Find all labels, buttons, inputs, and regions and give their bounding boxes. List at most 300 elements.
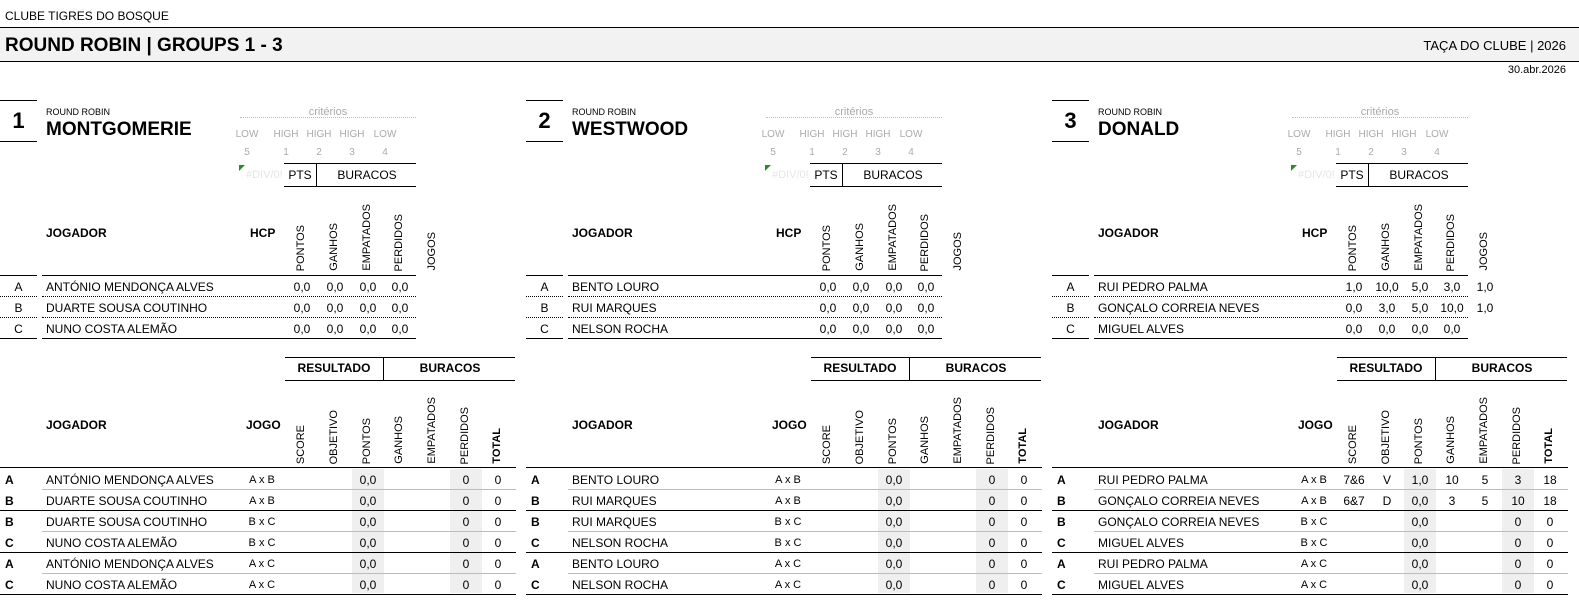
player-letter: B: [1057, 494, 1066, 508]
match-pontos: 0,0: [885, 578, 903, 592]
match-col-header: PONTOS: [361, 417, 373, 464]
player-letter: A: [5, 557, 14, 571]
match-total: 0: [1546, 557, 1554, 571]
criteria-order: 1: [1335, 147, 1341, 158]
match-perdidos: 0: [462, 557, 470, 571]
match-row: [1052, 469, 1568, 490]
standings-pontos: 0,0: [819, 280, 837, 294]
criteria-row: [761, 117, 942, 158]
match-total: 0: [1020, 473, 1028, 487]
match-row: [0, 469, 516, 490]
standings-col-header: GANHOS: [1380, 223, 1392, 271]
match-pontos: 0,0: [1411, 557, 1429, 571]
criteria-direction: LOW: [1287, 129, 1311, 140]
match-objetivo: V: [1382, 473, 1391, 487]
standings-empatados: 0,0: [359, 322, 377, 336]
hcp-header: HCP: [250, 226, 276, 240]
jogador-header: JOGADOR: [1098, 226, 1159, 240]
standings-col-header: EMPATADOS: [887, 204, 899, 271]
criteria-label: critérios: [834, 106, 874, 118]
group-number: 2: [526, 100, 563, 142]
standings-empatados: 5,0: [1411, 280, 1429, 294]
player-letter: B: [531, 515, 540, 529]
match-row: [1052, 553, 1568, 574]
match-row: [1052, 532, 1568, 553]
title-bar: [0, 27, 1579, 62]
criteria-direction: HIGH: [1358, 129, 1384, 140]
player-name: DUARTE SOUSA COUTINHO: [46, 515, 208, 529]
criteria-direction: LOW: [1425, 129, 1449, 140]
criteria-order: 3: [875, 147, 881, 158]
player-name: DUARTE SOUSA COUTINHO: [46, 494, 208, 508]
hcp-header: HCP: [776, 226, 802, 240]
standings-perdidos: 0,0: [917, 280, 935, 294]
match-empatados: 5: [1481, 473, 1489, 487]
error-value: #DIV/0!: [1298, 169, 1335, 181]
player-name: NUNO COSTA ALEMÃO: [46, 322, 178, 336]
criteria-order: 5: [770, 147, 776, 158]
match-row: [526, 553, 1042, 574]
criteria-direction: LOW: [899, 129, 923, 140]
match-pairing: A x C: [774, 558, 802, 570]
standings-row: [526, 276, 1046, 297]
player-name: ANTÓNIO MENDONÇA ALVES: [46, 557, 214, 571]
standings-perdidos: 10,0: [1440, 301, 1464, 315]
player-letter: A: [14, 280, 23, 294]
player-letter: B: [5, 494, 14, 508]
match-pairing: A x B: [249, 474, 275, 486]
criteria-label: critérios: [308, 106, 348, 118]
buracos-label: BURACOS: [1435, 358, 1568, 380]
match-total: 18: [1543, 494, 1557, 508]
standings-row: [526, 318, 1046, 339]
round-robin-label: ROUND ROBIN: [572, 107, 637, 117]
player-name: NELSON ROCHA: [572, 322, 669, 336]
group-panel-1: [0, 95, 520, 600]
standings-perdidos: 0,0: [391, 301, 409, 315]
player-letter: C: [1057, 578, 1066, 592]
match-pairing: A x B: [249, 495, 275, 507]
buracos-label: BURACOS: [316, 164, 417, 186]
group-panel-3: [1052, 95, 1572, 600]
standings-col-header: JOGOS: [952, 232, 964, 271]
player-letter: A: [531, 557, 540, 571]
row-divider: [526, 594, 1042, 595]
match-perdidos: 0: [1514, 536, 1522, 550]
match-perdidos: 0: [988, 473, 996, 487]
match-ganhos: 3: [1448, 494, 1456, 508]
standings-col-header: EMPATADOS: [1413, 204, 1425, 271]
row-divider: [1052, 467, 1568, 468]
player-name: MIGUEL ALVES: [1098, 536, 1185, 550]
player-letter: B: [531, 494, 540, 508]
match-pairing: A x C: [1300, 558, 1328, 570]
match-row: [1052, 511, 1568, 532]
player-letter: C: [5, 536, 14, 550]
match-pontos: 0,0: [359, 557, 377, 571]
match-row: [0, 532, 516, 553]
player-name: NELSON ROCHA: [572, 578, 669, 592]
player-name: GONÇALO CORREIA NEVES: [1098, 494, 1260, 508]
match-col-header: EMPATADOS: [1478, 397, 1490, 464]
criteria-order: 5: [244, 147, 250, 158]
match-total: 0: [1546, 578, 1554, 592]
error-value: #DIV/0!: [246, 169, 283, 181]
standings-empatados: 0,0: [885, 322, 903, 336]
row-divider: [1052, 338, 1089, 339]
standings-pontos: 0,0: [819, 322, 837, 336]
standings-col-header: EMPATADOS: [361, 204, 373, 271]
criteria-direction: HIGH: [865, 129, 891, 140]
criteria-direction: HIGH: [1391, 129, 1417, 140]
row-divider: [526, 338, 563, 339]
criteria-direction: LOW: [761, 129, 785, 140]
player-letter: A: [5, 473, 14, 487]
match-col-header: EMPATADOS: [426, 397, 438, 464]
row-divider: [42, 338, 416, 339]
player-name: DUARTE SOUSA COUTINHO: [46, 301, 208, 315]
match-col-header: PERDIDOS: [985, 406, 997, 464]
group-name: MONTGOMERIE: [46, 119, 192, 140]
match-col-header: PERDIDOS: [1511, 406, 1523, 464]
error-value: #DIV/0!: [772, 169, 809, 181]
criteria-order: 3: [1401, 147, 1407, 158]
match-col-header: SCORE: [295, 424, 307, 464]
cell-marker-icon: [239, 165, 245, 171]
match-col-header: PONTOS: [887, 417, 899, 464]
match-pontos: 0,0: [359, 536, 377, 550]
match-pontos: 0,0: [359, 494, 377, 508]
match-total: 0: [494, 536, 502, 550]
player-name: NUNO COSTA ALEMÃO: [46, 536, 178, 550]
match-pontos: 0,0: [359, 473, 377, 487]
match-pontos: 0,0: [885, 494, 903, 508]
match-total: 0: [1020, 536, 1028, 550]
player-letter: B: [1057, 515, 1066, 529]
match-pairing: B x C: [248, 516, 276, 528]
standings-col-header: PERDIDOS: [393, 213, 405, 271]
match-perdidos: 0: [462, 473, 470, 487]
group-panel-2: [526, 95, 1046, 600]
player-name: BENTO LOURO: [572, 473, 660, 487]
match-total: 0: [494, 473, 502, 487]
match-row: [1052, 574, 1568, 595]
pts-buracos-header: [810, 163, 942, 187]
buracos-label: BURACOS: [383, 358, 516, 380]
player-name: ANTÓNIO MENDONÇA ALVES: [46, 280, 214, 294]
match-pontos: 0,0: [885, 557, 903, 571]
player-letter: B: [5, 515, 14, 529]
match-pairing: A x B: [775, 495, 801, 507]
standings-empatados: 0,0: [359, 301, 377, 315]
match-perdidos: 0: [988, 494, 996, 508]
competition-name: TAÇA DO CLUBE | 2026: [1423, 38, 1566, 53]
player-name: RUI PEDRO PALMA: [1098, 557, 1208, 571]
match-pontos: 0,0: [359, 515, 377, 529]
match-total: 0: [1020, 578, 1028, 592]
criteria-direction: HIGH: [832, 129, 858, 140]
player-letter: A: [1066, 280, 1075, 294]
criteria-order: 1: [283, 147, 289, 158]
standings-col-header: PONTOS: [1347, 224, 1359, 271]
round-robin-label: ROUND ROBIN: [46, 107, 111, 117]
standings-row: [1052, 297, 1572, 318]
player-name: BENTO LOURO: [572, 557, 660, 571]
criteria-order: 2: [1368, 147, 1374, 158]
match-total: 18: [1543, 473, 1557, 487]
standings-perdidos: 0,0: [1443, 322, 1461, 336]
criteria-direction: LOW: [235, 129, 259, 140]
cell-marker-icon: [1291, 165, 1297, 171]
player-name: BENTO LOURO: [572, 280, 660, 294]
player-name: MIGUEL ALVES: [1098, 322, 1185, 336]
resultado-label: RESULTADO: [823, 361, 897, 375]
row-divider: [1052, 594, 1568, 595]
criteria-direction: LOW: [373, 129, 397, 140]
standings-col-header: PERDIDOS: [919, 213, 931, 271]
player-name: RUI MARQUES: [572, 301, 657, 315]
match-pairing: A x B: [775, 474, 801, 486]
match-row: [526, 574, 1042, 595]
match-perdidos: 0: [1514, 578, 1522, 592]
cell-marker-icon: [765, 165, 771, 171]
standings-empatados: 0,0: [885, 280, 903, 294]
group-number: 1: [0, 100, 37, 142]
match-pontos: 0,0: [885, 473, 903, 487]
match-row: [526, 490, 1042, 511]
match-perdidos: 10: [1511, 494, 1525, 508]
row-divider: [0, 338, 37, 339]
match-pairing: B x C: [774, 516, 802, 528]
player-name: RUI PEDRO PALMA: [1098, 473, 1208, 487]
match-col-header: GANHOS: [919, 416, 931, 464]
standings-col-header: GANHOS: [854, 223, 866, 271]
pts-label: PTS: [814, 168, 838, 182]
buracos-label: BURACOS: [909, 358, 1042, 380]
standings-jogos: 1,0: [1476, 301, 1494, 315]
standings-pontos: 1,0: [1345, 280, 1363, 294]
standings-col-header: PONTOS: [295, 224, 307, 271]
match-ganhos: 10: [1445, 473, 1459, 487]
match-row: [526, 511, 1042, 532]
player-letter: C: [5, 578, 14, 592]
player-name: MIGUEL ALVES: [1098, 578, 1185, 592]
standings-row: [0, 318, 520, 339]
standings-ganhos: 0,0: [326, 280, 344, 294]
standings-col-header: PERDIDOS: [1445, 213, 1457, 271]
group-name: DONALD: [1098, 119, 1180, 140]
match-perdidos: 0: [462, 536, 470, 550]
match-col-header: EMPATADOS: [952, 397, 964, 464]
standings-pontos: 0,0: [293, 280, 311, 294]
match-row: [0, 574, 516, 595]
match-perdidos: 0: [988, 557, 996, 571]
criteria-order: 2: [842, 147, 848, 158]
standings-empatados: 0,0: [359, 280, 377, 294]
criteria-direction: HIGH: [1325, 129, 1351, 140]
standings-ganhos: 0,0: [326, 301, 344, 315]
match-pontos: 0,0: [1411, 515, 1429, 529]
jogador-header: JOGADOR: [46, 418, 107, 432]
jogo-header: JOGO: [772, 418, 807, 432]
match-col-header: SCORE: [1347, 424, 1359, 464]
standings-empatados: 0,0: [1411, 322, 1429, 336]
buracos-label: BURACOS: [1368, 164, 1469, 186]
match-col-header: OBJETIVO: [854, 409, 866, 464]
standings-ganhos: 0,0: [1378, 322, 1396, 336]
criteria-row: [235, 117, 416, 158]
player-letter: A: [1057, 473, 1066, 487]
criteria-order: 4: [382, 147, 388, 158]
match-pontos: 0,0: [359, 578, 377, 592]
standings-pontos: 0,0: [1345, 301, 1363, 315]
standings-perdidos: 0,0: [391, 322, 409, 336]
standings-col-header: PONTOS: [821, 224, 833, 271]
standings-ganhos: 0,0: [326, 322, 344, 336]
match-col-header: SCORE: [821, 424, 833, 464]
match-perdidos: 0: [988, 578, 996, 592]
resultado-buracos-header: [285, 357, 515, 381]
criteria-direction: HIGH: [799, 129, 825, 140]
match-pairing: B x C: [1300, 516, 1328, 528]
standings-row: [0, 276, 520, 297]
match-total: 0: [1020, 557, 1028, 571]
match-pairing: A x B: [1301, 495, 1327, 507]
criteria-order: 1: [809, 147, 815, 158]
match-pairing: A x C: [248, 579, 276, 591]
standings-pontos: 0,0: [293, 322, 311, 336]
player-letter: C: [1066, 322, 1075, 336]
player-letter: A: [1057, 557, 1066, 571]
standings-row: [1052, 318, 1572, 339]
standings-ganhos: 10,0: [1375, 280, 1399, 294]
page-title: ROUND ROBIN | GROUPS 1 - 3: [5, 35, 283, 56]
match-total: 0: [494, 557, 502, 571]
standings-pontos: 0,0: [1345, 322, 1363, 336]
match-pontos: 0,0: [1411, 536, 1429, 550]
criteria-direction: HIGH: [306, 129, 332, 140]
match-perdidos: 0: [1514, 515, 1522, 529]
buracos-label: BURACOS: [842, 164, 943, 186]
standings-perdidos: 0,0: [917, 301, 935, 315]
match-row: [0, 553, 516, 574]
match-total: 0: [1546, 536, 1554, 550]
resultado-label: RESULTADO: [297, 361, 371, 375]
standings-ganhos: 0,0: [852, 301, 870, 315]
player-name: RUI MARQUES: [572, 494, 657, 508]
match-col-header: TOTAL: [1017, 428, 1029, 464]
pts-buracos-header: [284, 163, 416, 187]
match-total: 0: [1020, 515, 1028, 529]
row-divider: [526, 467, 1042, 468]
criteria-direction: HIGH: [273, 129, 299, 140]
match-col-header: TOTAL: [491, 428, 503, 464]
match-pairing: A x C: [1300, 579, 1328, 591]
standings-empatados: 5,0: [1411, 301, 1429, 315]
match-col-header: PONTOS: [1413, 417, 1425, 464]
row-divider: [0, 594, 516, 595]
player-letter: C: [14, 322, 23, 336]
match-col-header: GANHOS: [393, 416, 405, 464]
criteria-order: 4: [908, 147, 914, 158]
match-pairing: B x C: [1300, 537, 1328, 549]
player-name: ANTÓNIO MENDONÇA ALVES: [46, 473, 214, 487]
resultado-buracos-header: [811, 357, 1041, 381]
standings-pontos: 0,0: [819, 301, 837, 315]
match-pontos: 0,0: [885, 536, 903, 550]
match-total: 0: [494, 578, 502, 592]
row-divider: [1094, 338, 1468, 339]
criteria-direction: HIGH: [339, 129, 365, 140]
match-col-header: TOTAL: [1543, 428, 1555, 464]
player-letter: A: [540, 280, 549, 294]
match-row: [0, 511, 516, 532]
row-divider: [568, 338, 942, 339]
jogador-header: JOGADOR: [46, 226, 107, 240]
standings-col-header: JOGOS: [1478, 232, 1490, 271]
standings-row: [0, 297, 520, 318]
criteria-row: [1287, 117, 1468, 158]
match-pairing: B x C: [248, 537, 276, 549]
standings-ganhos: 3,0: [1378, 301, 1396, 315]
criteria-order: 2: [316, 147, 322, 158]
match-perdidos: 0: [988, 536, 996, 550]
match-total: 0: [1546, 515, 1554, 529]
match-col-header: OBJETIVO: [1380, 409, 1392, 464]
standings-pontos: 0,0: [293, 301, 311, 315]
match-total: 0: [494, 494, 502, 508]
player-letter: C: [531, 578, 540, 592]
report-date: 30.abr.2026: [1507, 64, 1566, 76]
match-pairing: A x C: [248, 558, 276, 570]
player-letter: A: [531, 473, 540, 487]
standings-row: [1052, 276, 1572, 297]
match-total: 0: [494, 515, 502, 529]
match-pontos: 0,0: [885, 515, 903, 529]
jogador-header: JOGADOR: [1098, 418, 1159, 432]
player-name: NUNO COSTA ALEMÃO: [46, 578, 178, 592]
standings-col-header: GANHOS: [328, 223, 340, 271]
player-name: RUI MARQUES: [572, 515, 657, 529]
jogo-header: JOGO: [1298, 418, 1333, 432]
match-perdidos: 0: [462, 515, 470, 529]
match-score: 6&7: [1343, 494, 1365, 508]
match-pontos: 1,0: [1411, 473, 1429, 487]
standings-perdidos: 0,0: [917, 322, 935, 336]
match-row: [1052, 490, 1568, 511]
pts-buracos-header: [1336, 163, 1468, 187]
match-pontos: 0,0: [1411, 494, 1429, 508]
player-letter: C: [1057, 536, 1066, 550]
player-letter: B: [14, 301, 23, 315]
match-row: [526, 469, 1042, 490]
match-perdidos: 0: [988, 515, 996, 529]
player-name: RUI PEDRO PALMA: [1098, 280, 1208, 294]
match-perdidos: 3: [1514, 473, 1522, 487]
pts-label: PTS: [288, 168, 312, 182]
match-perdidos: 0: [462, 578, 470, 592]
match-col-header: PERDIDOS: [459, 406, 471, 464]
hcp-header: HCP: [1302, 226, 1328, 240]
player-letter: B: [1066, 301, 1075, 315]
player-letter: C: [540, 322, 549, 336]
player-name: GONÇALO CORREIA NEVES: [1098, 301, 1260, 315]
player-name: NELSON ROCHA: [572, 536, 669, 550]
match-pontos: 0,0: [1411, 578, 1429, 592]
match-pairing: A x B: [1301, 474, 1327, 486]
standings-jogos: 1,0: [1476, 280, 1494, 294]
jogador-header: JOGADOR: [572, 226, 633, 240]
